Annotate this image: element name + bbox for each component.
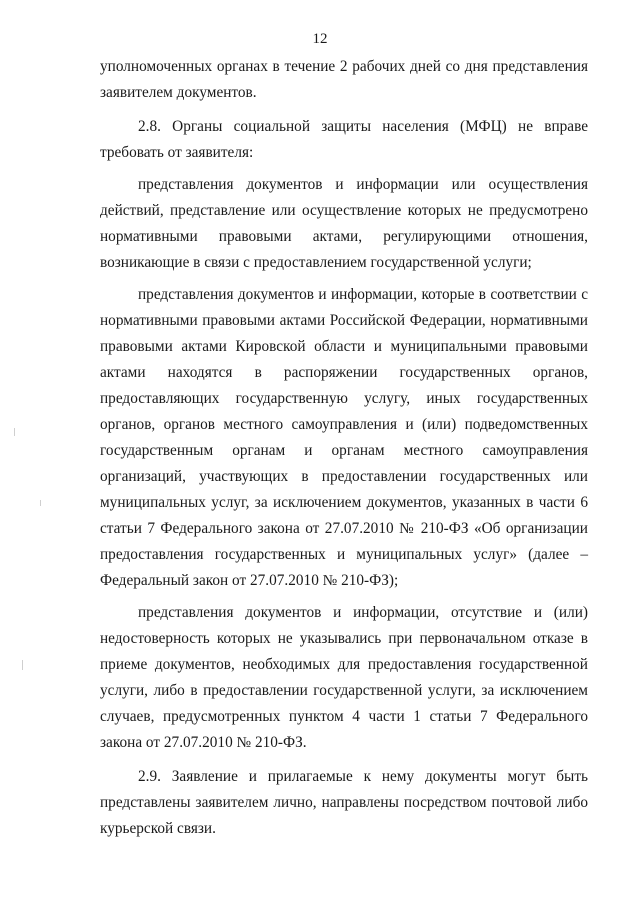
document-body bbox=[100, 54, 588, 848]
scan-artifact bbox=[22, 660, 23, 670]
paragraph-item-2: представления документов и информации, которые в соответствии с нормативными правовыми актами Российской Федерации, нормативными правовыми актами Кировской области и муниципальными правовыми актами находятся в распоряжении государственных органов, предоставляющих государственную услугу, иных государственных органов, органов местного самоуправления и (или) подведомственных государственным органам и органам местного самоуправления организаций, участвующих в предоставлении государственных или муниципальных услуг, за исключением документов, указанных в части 6 статьи 7 Федерального закона от 27.07.2010 № 210-ФЗ «Об организации предоставления государственных и муниципальных услуг» (далее – Федеральный закон от 27.07.2010 № 210-ФЗ); bbox=[100, 286, 588, 589]
paragraph-continuation: уполномоченных органах в течение 2 рабочих дней со дня представления заявителем документов. bbox=[100, 58, 588, 101]
paragraph-2-9: 2.9. Заявление и прилагаемые к нему документы могут быть представлены заявителем лично, направлены посредством почтовой либо курьерской связи. bbox=[100, 768, 588, 837]
paragraph-item-1: представления документов и информации или осуществления действий, представление или осуществление которых не предусмотрено нормативными правовыми актами, регулирующими отношения, возникающие в связи с предоставлением государственной услуги; bbox=[100, 176, 588, 271]
paragraph-item-3: представления документов и информации, отсутствие и (или) недостоверность которых не указывались при первоначальном отказе в приеме документов, необходимых для предоставления государственной услуги, либо в предоставлении государственной услуги, за исключением случаев, предусмотренных пунктом 4 части 1 статьи 7 Федерального закона от 27.07.2010 № 210-ФЗ. bbox=[100, 604, 588, 751]
page-number: 12 bbox=[312, 31, 328, 47]
scan-artifact bbox=[40, 500, 41, 506]
paragraph-2-8: 2.8. Органы социальной защиты населения (МФЦ) не вправе требовать от заявителя: bbox=[100, 118, 588, 161]
scan-artifact bbox=[14, 428, 15, 436]
